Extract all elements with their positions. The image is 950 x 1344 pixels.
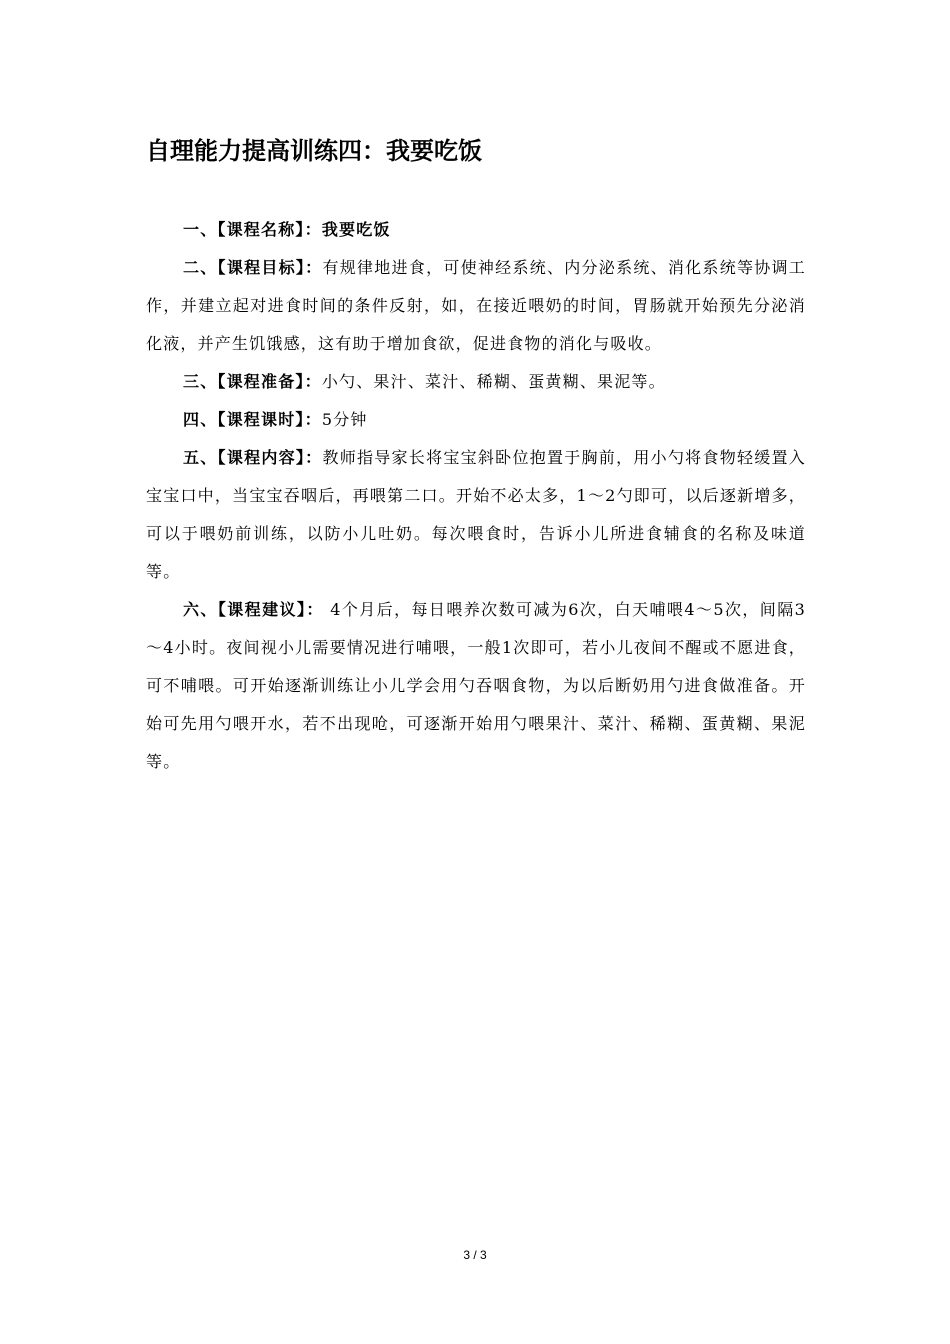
page-number: 3 / 3 — [463, 1248, 487, 1262]
section-text: 教师指导家长将宝宝斜卧位抱置于胸前，用小勺将食物轻缓置入宝宝口中，当宝宝吞咽后，再喂第二口。开始不必太多，1～2勺即可，以后逐新增多，可以于喂奶前训练，以防小儿吐奶。每次喂食时，告诉小儿所进食辅食的名称及味道等。 — [146, 448, 806, 581]
section-course-duration — [146, 401, 806, 439]
section-label: 五、【课程内容】： — [183, 448, 323, 467]
section-course-content — [146, 439, 806, 591]
section-text: 4个月后，每日喂养次数可减为6次，白天哺喂4～5次，间隔3～4小时。夜间视小儿需要情况进行哺喂，一般1次即可，若小儿夜间不醒或不愿进食，可不哺喂。可开始逐渐训练让小儿学会用勺吞咽食物，为以后断奶用勺进食做准备。开始可先用勺喂开水，若不出现呛，可逐渐开始用勺喂果汁、菜汁、稀糊、蛋黄糊、果泥等。 — [146, 600, 806, 771]
section-label: 三、【课程准备】： — [183, 372, 322, 391]
section-label: 二、【课程目标】： — [183, 258, 323, 277]
section-course-goal — [146, 249, 806, 363]
section-label: 一、【课程名称】： — [183, 220, 322, 239]
section-text: 5分钟 — [321, 410, 368, 429]
section-text: 小勺、果汁、菜汁、稀糊、蛋黄糊、果泥等。 — [321, 372, 666, 391]
document-title: 自理能力提高训练四：我要吃饭 — [146, 137, 482, 165]
document-body — [146, 211, 806, 781]
section-text: 有规律地进食，可使神经系统、内分泌系统、消化系统等协调工作，并建立起对进食时间的条件反射，如，在接近喂奶的时间，胃肠就开始预先分泌消化液，并产生饥饿感，这有助于增加食欲，促进食物的消化与吸收。 — [146, 258, 806, 353]
section-course-advice — [146, 591, 806, 781]
section-course-prep — [146, 363, 806, 401]
section-label: 四、【课程课时】： — [183, 410, 322, 429]
section-label: 六、【课程建议】： — [183, 600, 324, 619]
section-course-name — [146, 211, 806, 249]
section-text: 我要吃饭 — [321, 220, 391, 239]
